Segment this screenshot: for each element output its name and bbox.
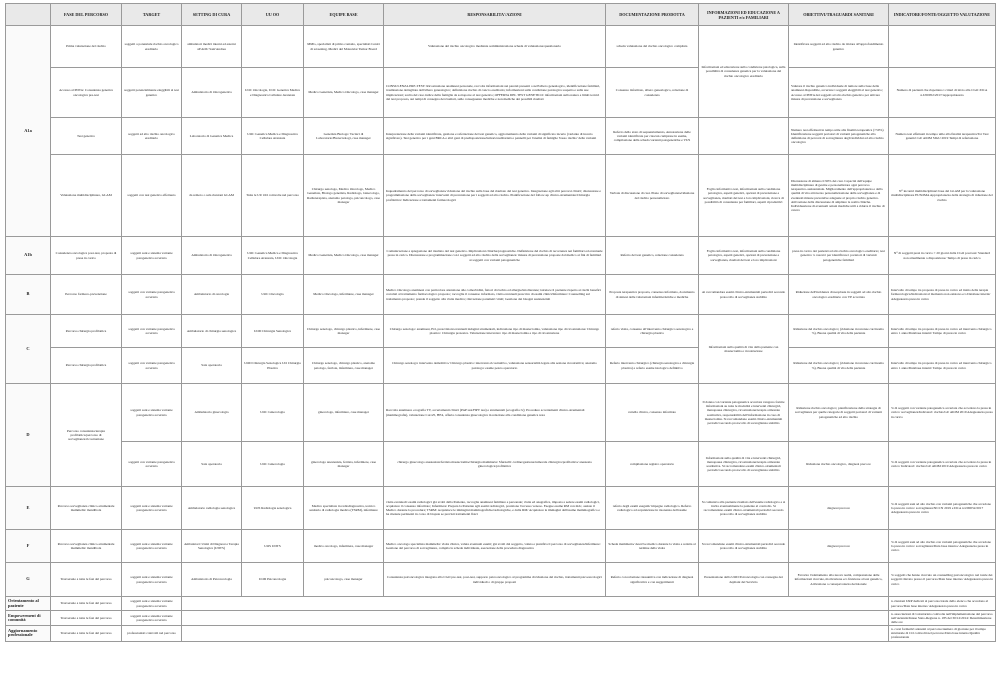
cell-obiettivi: Riduzione del rischio oncologico; (riduzione ricorrenze carcinoma %), Buona qualità di vita della paziente xyxy=(789,315,889,348)
cell-target: soggetti con variante patogenetica accertata xyxy=(122,275,182,315)
cell-azioni: Interpretazione delle varianti identificate, gestione e refertazione del test genetico, aggiornamento delle varianti di significato incerto (variante di incerto significato). Test genetico per i geni BRCA e altri geni di predisposizione/tumori/ereditarietà e pannelli per l'analisi di famiglie 'basso rischio' delle varianti xyxy=(384,118,606,155)
cell-blank xyxy=(182,597,889,611)
cell-informazioni: Si raccomandano esami clinico-strumentali periodici secondo protocollo di sorveglianza stabilito xyxy=(699,530,789,563)
table-row xyxy=(6,275,996,315)
header-azioni: RESPONSABILITA'/AZIONI xyxy=(384,4,606,26)
table-row xyxy=(6,68,996,118)
cell-fase: Percorso chirurgia profilattica xyxy=(51,315,122,348)
cell-fase: Valutazione multidisciplinare, GLAM xyxy=(51,155,122,237)
phase-code-g: G xyxy=(6,563,51,597)
cell-equipe: psiconcologo, case manager xyxy=(304,563,384,597)
cell-setting: Ambulatorio di Oncogenetica xyxy=(182,237,242,275)
cell-setting: Ambulatori: Unità di Diagnosi e Terapia Senologica (UDTS) xyxy=(182,530,242,563)
cell-documentazione: cartella clinica, consenso informato xyxy=(606,384,699,442)
cell-target: soggetti con test genetico effettuato xyxy=(122,155,182,237)
cell-azioni: Chirurgo senologo: intervento demolitivo/ Chirurgo plastico: intervento ricostruttivo, valutazione sensorialità legata alla sezione ricostruttiva; anatomo patologo: esame pezzo operatorio xyxy=(384,348,606,384)
cell-equipe: Chirurgo senologo, chirurgo plastico, anatomo patologo, ferrista, infermiere, case manager xyxy=(304,348,384,384)
header-indicatore: INDICATORE/FONTE/OGGETTO VALUTAZIONE xyxy=(889,4,996,26)
cell-informazioni xyxy=(699,118,789,155)
header-documentazione: DOCUMENTAZIONE PRODOTTA xyxy=(606,4,699,26)
cell-informazioni: Foglio informativo test, informazioni sulla condizione patologica, aspetti genetici, opzioni di prevenzione e sorveglianza, risultati del test e loro implicazioni, ricerca di possibilità di consulenza per familiari, aspetti riproduttivi xyxy=(699,155,789,237)
cell-setting: Ambulatorio radiologia senologica xyxy=(182,487,242,530)
phase-code-a1b: A1b xyxy=(6,237,51,275)
cell-fase: Percorso sorveglianza clinico-strumentale mammella/ mandibola xyxy=(51,487,122,530)
cell-azioni: Medico Oncologo anamnesi con particolare attenzione alle comorbidità, fattori di rischio ed allergie/intolleranze; istruisce il paziente rispetto ai rischi benefici correlati al trattamento farmacologico proposto; raccoglie il consenso informato, visita eventuali prescrive di esami clinici/Infermiere: Counselling sul trattamento proposto; prende il soggetto alla visita medica; rilevazione parametri vitali; Gestione dei bisogni assistenziali xyxy=(384,275,606,315)
cell-equipe: Medico specialista in radiodiagnostica, tecnico sanitario di radiologia medica (TSRM), infermiere xyxy=(304,487,384,530)
cell-target: soggetti con variante patogenetica accertata xyxy=(122,315,182,348)
phase-code-f: F xyxy=(6,530,51,563)
table-row xyxy=(6,487,996,530)
header-target: TARGET xyxy=(122,4,182,26)
cell-azioni: Valutazione del rischio oncologico mediante somministrazione scheda di valutazione/questionario xyxy=(384,26,606,68)
pathway-sheet xyxy=(5,3,995,677)
table-row xyxy=(6,626,996,641)
cell-setting: Ambulatorio ginecologia xyxy=(182,384,242,442)
header-equipe: EQUIPE BASE xyxy=(304,4,384,26)
cell-setting: da remoto o sala riunioni GLAM xyxy=(182,155,242,237)
cell-azioni: chirurgo ginecologo anestesista/ferrista mastectomia/chirurgia mammaria/ Sfurnalli: /ordine/gestione/tumorale chirurgica/profilattica/ anestesia ginecologica/profilattica xyxy=(384,442,606,487)
cell-equipe: medico oncologo, infermiere, case manager xyxy=(304,530,384,563)
cell-obiettivi: Numero test effettuati in tempo utile alla finalità terapeutica (>50%) Identificazione soggetti portatori di varianti patogenetiche alla definizione di percorsi di sorveglianza degli individui ad alto rischio oncologico xyxy=(789,118,889,155)
cell-documentazione: scheda valutazione del rischio oncologico compilata xyxy=(606,26,699,68)
cell-fase: Accesso al PDTA: Consulenza genetica oncologica pre-test xyxy=(51,68,122,118)
header-setting: SETTING DI CURA xyxy=(182,4,242,26)
header-informazioni: INFORMAZIONI ED EDUCAZIONE A PAZIENTI e/o FAMILIARI xyxy=(699,4,789,26)
phase-code-b: B xyxy=(6,275,51,315)
cell-equipe: ginecologo, infermiere, case manager xyxy=(304,384,384,442)
cell-azioni: Consulenza psiconcologica integrata alla CGO pre-test, post-test, supporto psicooncologico al programma di riduzione del rischio, trattamenti psicooncologici individuali o di gruppo proposti xyxy=(384,563,606,597)
cell-fase: Percorso chirurgia profilattica xyxy=(51,348,122,384)
cell-uuoo: UOC Oncologia xyxy=(242,275,304,315)
cell-obiettivi: diagnosi precoce xyxy=(789,530,889,563)
cell-obiettivi: diagnosi precoce xyxy=(789,487,889,530)
cell-uuoo: UOC Oncologia, UOC Genetica Medica e Diagnostica Cellulare Avanzata xyxy=(242,68,304,118)
cell-indicatore: % soggetti che hanno ricevuto un counselling psiconcologico nel totale dei soggetti rilevato presso il percorso/Data base interno/ Adeguatezza presa in carico xyxy=(889,563,996,597)
cell-target: soggetti sani e sistema variante patogenetica accertata xyxy=(122,597,182,611)
cell-indicatore: Intervallo di tempo tra proposta di presa in carico ed intervento chirurgico entro 1 anno/Database interni/ Tempo di presa in carico xyxy=(889,315,996,348)
cell-informazioni: Si comunica alla paziente risultato dell'esame radiologico e si invita eventualmente la paziente al controllo. Si raccomandano esami clinico-strumentali periodici secondo protocollo di sorveglianza stabilito xyxy=(699,487,789,530)
cell-equipe: Medico Genetista, Medico Oncologo, case manager xyxy=(304,237,384,275)
cell-setting: Laboratorio di Genetica Medica xyxy=(182,118,242,155)
cell-fase: Test genetico xyxy=(51,118,122,155)
cell-indicatore xyxy=(889,26,996,68)
cell-azioni: Chirurgo senologo: anamnesi, EO, prescrizioni eventuali indagini strumentali, indicazione tipo di mastectomia, valutazione tipo di ricostruzione/ Chirurgo plastico: Chirurgia protesica. Valutazione intervento: tipo di mastectomia e tipo di ricostruzione xyxy=(384,315,606,348)
cell-informazioni: Informazioni sulla qualità di vita dalla paziente con mastectomia e ricostruzione xyxy=(699,315,789,384)
pdta-table xyxy=(5,3,996,642)
cell-indicatore: Numero test effettuati in tempo utile alla finalità terapeutica/Tot Test genetici GU AIOM SIGU 2019 Tempi di refertazione xyxy=(889,118,996,155)
cell-target: soggetti con variante patogenetica accertata xyxy=(122,348,182,384)
cell-setting: ambulatori medici interni ed esterni all'AOU Sant'Andrea xyxy=(182,26,242,68)
cell-indicatore: n. riunioni URP dedicati al percorso/totale dello elenco che accedono al percorso/Data base interno/ Adeguatezza presa in carico xyxy=(889,597,996,611)
phase-code-d: D xyxy=(6,384,51,487)
cell-uuoo: UOC Ginecologia xyxy=(242,442,304,487)
cell-documentazione: Referto intervento chirurgico (chirurgia senologica e chirurgia plastica) e referto esame istologico definitivo xyxy=(606,348,699,384)
cell-azioni: Raccolta anamnesi. ecografia TV, accertamenti clinici (PAP test/HPV test) e strumentali (ecografia tv); Procedure accertamenti clinico-strumentali (mammografia), valutazione CA125, HE4, offerta consulenza ginecologica in relazione alla condizione genetica nota xyxy=(384,384,606,442)
table-row xyxy=(6,530,996,563)
cell-indicatore: % di soggetti sani ad alto rischio con varianti patogenetiche che accedono la presa in carico/ sorveglianza/NCCN 2019 e DCA n.U00052/2017 Adeguatezza presa in carico xyxy=(889,487,996,530)
cell-informazioni: Presentazione della UOD Psiconcologia con consegna dei depliant del Servizio xyxy=(699,563,789,597)
cell-fase: Percorso sorveglianza clinico-strumentale mammella/ mandibola xyxy=(51,530,122,563)
table-row xyxy=(6,237,996,275)
cell-uuoo xyxy=(242,26,304,68)
cell-obiettivi: Riduzione rischio oncologico, diagnosi precoce xyxy=(789,442,889,487)
cell-informazioni: Ai raccomandare esami clinico-strumentali periodici secondo protocollo di sorveglianza stabilito xyxy=(699,275,789,315)
cell-documentazione: Referto con relazione riassuntiva con indicazione di diagnosi significativa e con suggerimenti xyxy=(606,563,699,597)
cell-setting: Sala operatoria xyxy=(182,348,242,384)
cell-equipe: Chirurgo senologo, chirurgo plastico, infermiere, case manager xyxy=(304,315,384,348)
header-row xyxy=(6,4,996,26)
table-row xyxy=(6,384,996,442)
cell-indicatore: N° di soggetti presi in carico > 20 giorni dalla CGO post test/ Standard non attualmente a disposizione/ Tempo di presa in carico xyxy=(889,237,996,275)
table-row xyxy=(6,26,996,68)
cell-indicatore: % di soggetti con variante patogenetica accertata che accedono la presa in carico/ sorveglianza/Indicatori: rischio/GU AIOM 2019 Adeguatezza presa in carico xyxy=(889,384,996,442)
table-row xyxy=(6,118,996,155)
cell-documentazione: Referto dello stato di sequenziamento, Annotazione delle varianti identificate per ciascun campione in esame, compilazione della scheda varianti patogenetiche e VUS xyxy=(606,118,699,155)
cell-obiettivi: Identificare soggetti ad alto rischio da inviare all'approfondimento genetico xyxy=(789,26,889,68)
header-fase: FASE DEL PERCORSO xyxy=(51,4,122,26)
cell-target: soggetti sani e sistema variante patogenetica accertata xyxy=(122,487,182,530)
cell-setting: Ambulatorio di chirurgia senologica xyxy=(182,315,242,348)
cell-obiettivi: Discussione di almeno il 90% dei casi. Capacità dell'equipe multidisciplinare di gestire e personalizzare ogni percorso terapeutico-assistenziale. Miglioramento dell'appropriatezza e della qualità di vita attraverso personalizzazione della sorveglianza e di eventuali misure preventive adeguate al proprio rischio genetico. Attivazione della discussione di ampliare le realtà cliniche. Individuazione di eventuali azioni mediche utili a ridurre il rischio di cancro xyxy=(789,155,889,237)
table-row xyxy=(6,315,996,348)
phase-code-c: C xyxy=(6,315,51,384)
header-obiettivi: OBIETTIVI/TRAGUARDI SANITARI xyxy=(789,4,889,26)
cell-uuoo: UOC Genetica Medica e Diagnostica Cellulare Avanzata xyxy=(242,118,304,155)
table-row xyxy=(6,611,996,626)
cell-equipe: Medico Genetista, Medico Oncologo, case manager xyxy=(304,68,384,118)
cell-azioni: CONSULENZA PRE-TEST: Ricostruzione anamnesi personale, raccolta informazioni sui parenti presenti o nell'albero genealogico, identificazione familiari, trasmissione dettagliata dell'albero genealogico; definizione rischio di cancro ereditario; informazioni sulla condizione patologica sospetta e sulle sue implicazioni; scelta del caso indice della famiglia da sottoporre al test genetico; OFFERTA DEL TEST GENETICO: informazioni sulla natura e limiti tecnici del test proposto, sui tempi di consegna dei risultati, sulle conseguenze mediche e non mediche dei possibili risultati xyxy=(384,68,606,118)
cell-indicatore: Numero di pazienti che rispettano i criteri di invio alla CGO /DCA n.U00052/2017/Appropriatezza xyxy=(889,68,996,118)
phase-label-orientamento: Orientamento al paziente xyxy=(6,597,51,611)
table-row xyxy=(6,348,996,384)
cell-setting: Ambulatorio di Psiconcologia xyxy=(182,563,242,597)
cell-obiettivi: Riduzione rischio oncologico; pianificazione della strategia di sorveglianza per quelle categorie di soggetti portatori di varianti patogenetiche ad alto rischio xyxy=(789,384,889,442)
cell-setting: Ambulatorio di Oncogenetica xyxy=(182,68,242,118)
cell-informazioni: Informazioni sulla qualità di vita e interventi chirurgici, menopausa chirurgica, ricostruzione/terapia ormonale sostitutiva. Si raccomandano esami clinico-strumentali periodici secondo protocollo di sorveglianza stabilito xyxy=(699,442,789,487)
cell-uuoo: UOC Genetica Medica e Diagnostica Cellulare Avanzata, UOC Oncologia xyxy=(242,237,304,275)
cell-target: soggetti sani e sistema variante patogenetica accertata xyxy=(122,384,182,442)
table-row xyxy=(6,442,996,487)
cell-fase: Trasversale a tutte le fasi del percorso xyxy=(51,626,122,641)
cell-obiettivi: presa in carico dei pazienti ad alto rischio oncologico ereditario; test genetico 'a cascata' per identificare i portatori di varianti patogenetiche familiari xyxy=(789,237,889,275)
cell-target: soggetti sani e sistema variante patogenetica accertata xyxy=(122,611,182,626)
cell-fase: Trasversale a tutte le fasi del percorso xyxy=(51,563,122,597)
cell-obiettivi: Valutare il rischio genetico individuale di tumore sulla base della anamnesi disponibile, accertare i soggetti eleggibili al test genetico; Accesso al PDTA dei soggetti ad alto rischio genetico per attivare misure di prevenzione e sorveglianza xyxy=(789,68,889,118)
cell-fase: Percorso consulenza/terapia profilattica/percorso di sorveglianza/ricostruzione xyxy=(51,384,122,487)
cell-indicatore: Intervallo di tempo tra proposta di presa in carico ed inizio della terapia farmacologica/Indicazioni al momento non esistono e/o Database interni/ Adeguatezza presa in carico xyxy=(889,275,996,315)
cell-setting: Ambulatorio di oncologia xyxy=(182,275,242,315)
phase-label-aggiornamento: Aggiornamento professionale xyxy=(6,626,51,641)
cell-indicatore: % di soggetti con variante patogenetica accertata che accedono la presa in carico/ Indicatori: rischio/GU AIOM 2019 Adeguatezza presa in carico xyxy=(889,442,996,487)
header-uuoo: UU OO xyxy=(242,4,304,26)
cell-documentazione: Consenso informato, albero genealogico, relazione di consulenza xyxy=(606,68,699,118)
phase-code-a1a: A1a xyxy=(6,26,51,237)
cell-uuoo: Tutte le UU OO coinvolte nel percorso xyxy=(242,155,304,237)
cell-target: soggetti a potenziale rischio oncologico ereditario xyxy=(122,26,182,68)
cell-documentazione: Verbale di discussione di casi. Piano di sorveglianza/riduzione del rischio personalizzato xyxy=(606,155,699,237)
header-phase-code xyxy=(6,4,51,26)
cell-setting: Sala operatoria xyxy=(182,442,242,487)
cell-obiettivi: Riduzione dell'incidenza di neoplasie in soggetti ad alto rischio oncologico ereditario con VP accertata xyxy=(789,275,889,315)
cell-informazioni: Foglio informativo test, informazioni sulla condizione patologica, aspetti genetici, opzioni di prevenzione e sorveglianza, risultati del test e loro implicazioni xyxy=(699,237,789,275)
cell-obiettivi: Favorire l'adattamento alla nuova realtà, comprensione delle informazioni ricevute, motivazione e/o fruizione al test genetico, Attivazione a consapevolezza decisionale xyxy=(789,563,889,597)
cell-documentazione: referto degli esami eseguiti/ impegno radiologico. Referto radiologico ad acquisizione in risonanza dell'esame xyxy=(606,487,699,530)
cell-obiettivi: Riduzione del rischio oncologico; (riduzione ricorrenze carcinoma %), Buona qualità di vita della paziente xyxy=(789,348,889,384)
cell-azioni: Medico oncologo specialista mammella: visita clinica, valuta eventuali esami; già svolti dal soggetto, valuta e pianifica il percorso di sorveglianza/Infermiere: Gestione del percorso di sorveglianza, compila la scheda individuale, esecuzione della procedura diagnostica xyxy=(384,530,606,563)
cell-target: soggetti potenzialmente eleggibili al test genetico xyxy=(122,68,182,118)
cell-target: professionisti coinvolti nel percorso xyxy=(122,626,182,641)
cell-indicatore: N° incontri multidisciplinari base del GLAM per la valutazione multidisciplinare EUSOMA Appropriatezza della strategia di riduzione del rischio xyxy=(889,155,996,237)
cell-fase: Trasversale a tutte le fasi del percorso xyxy=(51,597,122,611)
cell-azioni: Comunicazione e spiegazione del risultato del test genetico. Implicazioni cliniche/prognostiche. Definizione del rischio di recorrenza nei familiari ed eventuale presa in carico. Discussione e programmazione con i soggetti ad alto rischio della sorveglianza/ misure di prevenzione proposte dal medico ai fini di familiari ai soggetti con varianti patogenetiche xyxy=(384,237,606,275)
cell-equipe: MMG, specialisti di primo contatto, specialisti Centri di screening, Medici del Molecular Tumor Board xyxy=(304,26,384,68)
cell-documentazione: Scheda mammaria/ descrive medico durante la visita e redatta al termine della visita xyxy=(606,530,699,563)
cell-informazioni: Informazioni ed educazione sulla condizione patologica, sulla possibilità di consulenza genetica per la valutazione del rischio oncologico ereditario xyxy=(699,26,789,118)
cell-equipe: ginecologo anestesista, ferrista, infermiere, case manager xyxy=(304,442,384,487)
cell-indicatore: n. corsi formativi aderenti al percorso/numero di giornate per il tempo strutturale di CO coinvolti nel percorso/Data base interno/Qualità professionale xyxy=(889,626,996,641)
cell-documentazione: Referto del test genetico, relazione consulenza xyxy=(606,237,699,275)
cell-blank xyxy=(182,626,889,641)
phase-label-empowerment: Empowerment di comunità xyxy=(6,611,51,626)
cell-indicatore: Intervallo di tempo tra proposta di presa in carico ed intervento chirurgico entro 1 anno/Database interni/ Tempo di presa in carico xyxy=(889,348,996,384)
cell-uuoo: UOC Ginecologia xyxy=(242,384,304,442)
cell-uuoo: UOD Chirurgia Senologica UO Chirurgia Plastica xyxy=(242,348,304,384)
table-row xyxy=(6,563,996,597)
table-row xyxy=(6,155,996,237)
cell-azioni: Inquadramento del percorso di sorveglianza/ riduzione del rischio sulla base del risultato del test genetico. Integrazione agli altri percorsi clinici; discussione e programmazione della sorveglianza/ interventi di prevenzione per i soggetti ad alto rischio. Pianificazione del follow-up clinico-strumentale/Chirurgia profilattica/ Indicazione a trattamenti farmacologici xyxy=(384,155,606,237)
cell-target: soggetti con variante patogenetica accertata xyxy=(122,442,182,487)
cell-equipe: Medico Oncologo, infermiere, case manager xyxy=(304,275,384,315)
cell-informazioni: Il donna con variante patogenetica accertata vengono fornite informazioni su tutte le modalità e interventi chirurgici, menopausa chirurgica, ricostruzione/terapia ormonale sostitutiva, responsabilità dell'informazione in caso di mastectomia. Si raccomandano esami clinico-strumentali periodici secondo protocollo di sorveglianza stabilito xyxy=(699,384,789,442)
cell-blank xyxy=(182,611,889,626)
cell-target: soggetti sani e sistema variante patogenetica accertata xyxy=(122,237,182,275)
cell-azioni: visita eventuali: esami radiologici già svolti dalla Paziente, raccoglie anamnesi familiare e personale; visita ed anagrafica, imposta a sedere esami radiologici, acquisisce il consenso informato; Infermiere: Prepara la Paziente agli esami radiologici, posiziona l'accesso venoso. Esegue esame RM con mdc, assiste il Medico durante la procedura; TSRM: Acquisisce le immagini mammografiche/radiologiche, e dalla RM/ Acquisisce le immagini dall'esame mammografico e ha ritenute pertinenti in corso di biopsia se previsti trattamenti fisici xyxy=(384,487,606,530)
cell-documentazione: compilazione registro operatorio xyxy=(606,442,699,487)
cell-documentazione: Proposta terapeutica proposta, consenso informato, documento di sintesi delle valutazioni infermieristiche e mediche xyxy=(606,275,699,315)
cell-documentazione: referto visita, consenso all'intervento chirurgico senologico e chirurgia plastica xyxy=(606,315,699,348)
cell-uuoo: UOS Radiologia senologica xyxy=(242,487,304,530)
cell-target: soggetti sani e sistema variante patogenetica accertata xyxy=(122,563,182,597)
table-row xyxy=(6,597,996,611)
cell-target: soggetti sani e sistema variante patogenetica accertata xyxy=(122,530,182,563)
cell-fase: Consulenza oncologica post-test, proposta di presa in carico xyxy=(51,237,122,275)
cell-equipe: Genetista Biologo/ Tecnici di Laboratorio/Biotecnologi, case manager xyxy=(304,118,384,155)
cell-uuoo: UOD Chirurgia Senologica xyxy=(242,315,304,348)
cell-equipe: Chirurgo senologo, Medico Oncologo, Medico Genetista, Biologo genetista, Radiologo, Ginecologo, Radioterapista, anatomo patologo, psiconcologo, case manager xyxy=(304,155,384,237)
cell-fase: Percorso farmaco-prevenzione xyxy=(51,275,122,315)
cell-indicatore: % di soggetti sani ad alto rischio con varianti patogenetiche che accedono la presa in carico/ sorveglianza/Data base interno/ Adeguatezza presa in carico xyxy=(889,530,996,563)
cell-uuoo: UOD Psiconcologia xyxy=(242,563,304,597)
cell-indicatore: n. associazioni di volontariato coinvolte nell'implementazione del percorso nell'Azienda/Intese Stato-Regione n. 185 del 30/12/2014: Determinazione delle ore xyxy=(889,611,996,626)
cell-fase: Prima valutazione del rischio xyxy=(51,26,122,68)
cell-uuoo: UOS UDTS xyxy=(242,530,304,563)
cell-fase: Trasversale a tutte le fasi del percorso xyxy=(51,611,122,626)
cell-target: soggetti ad alto rischio oncologico ereditario xyxy=(122,118,182,155)
phase-code-e: E xyxy=(6,487,51,530)
